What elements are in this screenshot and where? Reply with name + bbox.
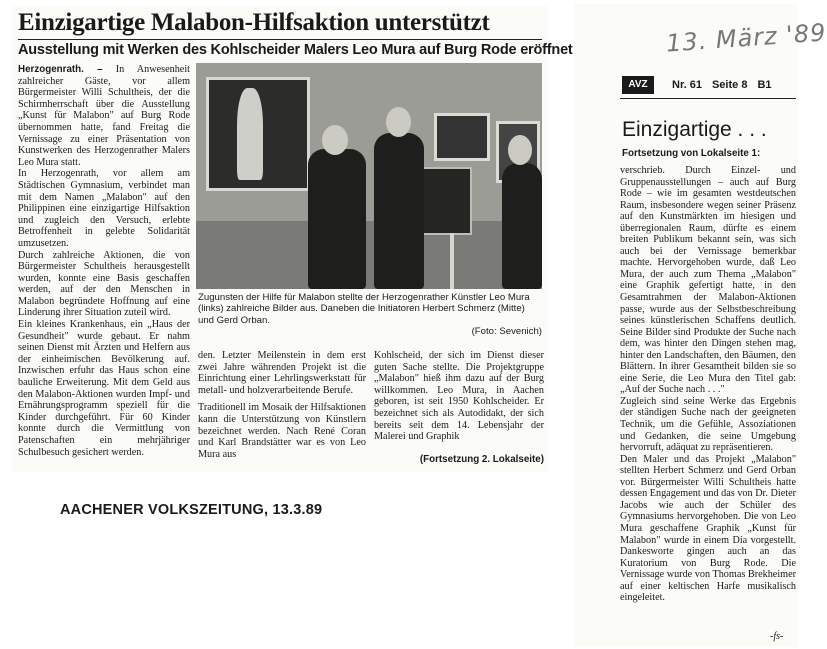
- paragraph: Durch zahlreiche Aktionen, die von Bürgermeister Schultheis herausgestellt wurden, konnte eine Basis geschaffen werden, auf der den Menschen in Malabon begründete Hoffnung auf eine Linderung ihrer Situation zuteil wird.: [18, 249, 190, 319]
- paragraph: Ein kleines Krankenhaus, ein „Haus der Gesundheit" wurde gebaut. Er nahm seinen Dienst mit Ärzten und Helfern aus der einheimischen Bevölkerung auf. Inzwischen erfuhr das Haus schon eine bauliche Erweiterung. Mit dem Geld aus den Malabon-Aktionen wurden Impf- und Ernährungsprogramm speziell für die Kinder durchgeführt. Für 60 Kinder konnte durch die Vermittlung von Patenschaften ein mehrjähriger Schulbesuch gesichert werden.: [18, 319, 190, 458]
- headline: Einzigartige Malabon-Hilfsaktion unterstützt: [18, 9, 490, 36]
- issue-number: Nr. 61: [672, 79, 702, 91]
- paragraph: verschrieb. Durch Einzel- und Gruppenausstellungen – auch auf Burg Rode – wie im gesamten westdeutschen Raum, insbesondere wegen seiner Präsenz auf den Kunstmärkten im hiesigen und überregionalen Raum, dürfte es einem breiten Publikum bekannt sein, was sich auch bei der Vernissage bemerkbar machte. Hervorgehoben wurde, daß Leo Mura, der auch zum Thema „Malabon" eine Graphik gefertigt hatte, in den Gesamtrahmen der Malabon-Aktionen passe, wurde aus der Selbstbeschreibung seines künstlerischen Schaffens deutlich. Seine Bilder sind Produkte der Suche nach dem, was hinter den Dingen stehen mag, hinter den Landschaften, den Bäumen, den Blättern. In ihrer Gesamtheit bilden sie so eine Serie, die Leo Mura den Titel gab: „Auf der Suche nach . . .": [620, 165, 796, 396]
- paragraph: Traditionell im Mosaik der Hilfsaktionen kann die Unterstützung von Künstlern bezeichnet werden. Nach René Coran und Karl Brandstätter war es von Leo Mura aus: [198, 402, 366, 460]
- newspaper-logo: AVZ: [622, 76, 654, 94]
- caption-text: Zugunsten der Hilfe für Malabon stellte der Herzogenrather Künstler Leo Mura (links) zahlreiche Bilder aus. Daneben die Initiatoren Herbert Schmerz (Mitte) und Gerd Orban.: [198, 292, 530, 326]
- continuation-clipping: [574, 4, 827, 647]
- continuation-note: (Fortsetzung 2. Lokalseite): [419, 454, 544, 465]
- handwritten-date: 13. März '89: [665, 18, 827, 58]
- paragraph: In Anwesenheit zahlreicher Gäste, vor allem Bürgermeister Willi Schultheis, der die Schirmherrschaft über die Ausstellung „Kunst für Malabon" auf Burg Rode übernommen hatte, fand Freitag die Vernissage zu einer Präsentation von Kunstwerken des Herzogenrather Malers Leo Mura statt.: [18, 64, 190, 168]
- article-column-2: [198, 350, 366, 460]
- source-label: AACHENER VOLKSZEITUNG, 13.3.89: [60, 502, 323, 518]
- continuation-subtitle: Fortsetzung von Lokalseite 1:: [622, 148, 761, 159]
- person-middle: [374, 133, 424, 289]
- person-left: [308, 149, 366, 289]
- photo-caption: [198, 292, 542, 338]
- header-rule: [620, 98, 796, 99]
- continuation-title: Einzigartige . . .: [622, 118, 767, 141]
- person-middle-head: [386, 107, 411, 137]
- person-right: [502, 163, 542, 289]
- headline-rule: [18, 39, 542, 40]
- painting-tree: [206, 77, 310, 191]
- painting-small: [434, 113, 490, 161]
- page-label: Seite 8: [711, 79, 748, 91]
- person-left-head: [322, 125, 348, 155]
- paragraph: Zugleich sind seine Werke das Ergebnis der ständigen Suche nach der geeigneten Technik, um die Gefühle, Assoziationen und Gedanken, die seine Umgebung hervorruft, adäquat zu repräsentieren.: [620, 395, 796, 454]
- subheadline: Ausstellung mit Werken des Kohlscheider Malers Leo Mura auf Burg Rode eröffnet: [18, 42, 573, 58]
- paragraph: Kohlscheid, der sich im Dienst dieser guten Sache stellte. Die Projektgruppe „Malabon" hieß ihm dazu auf der Burg willkommen. Leo Mura, in Aachen geboren, ist seit 1950 Kohlscheider. Er bezeichnet sich als Autodidakt, der sich bereits seit dem 14. Lebensjahr der Malerei und Graphik: [374, 350, 544, 443]
- article-column-3: [374, 350, 544, 443]
- photo-credit: (Foto: Sevenich): [471, 326, 542, 338]
- dateline: Herzogenrath. –: [18, 64, 103, 75]
- paragraph: den. Letzter Meilenstein in dem erst zwei Jahre währenden Projekt ist die Einrichtung einer Lehrlingswerkstatt für metall- und holzverarbeitende Berufe.: [198, 350, 366, 396]
- continuation-column: [620, 165, 796, 604]
- paragraph: Den Maler und das Projekt „Malabon" stellten Herbert Schmerz und Gerd Orban vor. Bürgermeister Willi Schultheis hatte dessen Engagement und das von Dr. Dieter Jacobs wie auch der Schüler des Gymnasiums hervorgehoben. Die von Leo Mura geschaffene Graphik „Kunst für Malabon" wurde in einem Dia vorgestellt. Dankesworte gingen auch an das Kuratorium von Burg Rode. Die Vernissage wurde von Thomas Brekheimer auf einer keltischen Harfe musikalisch eingeleitet.: [620, 453, 796, 604]
- author-signature: -fs-: [770, 631, 784, 642]
- person-right-head: [508, 135, 532, 165]
- issue-info: [672, 79, 782, 91]
- section-code: B1: [757, 79, 772, 91]
- paragraph: In Herzogenrath, vor allem am Städtischen Gymnasium, verbindet man mit dem Namen „Malabon" auf den Philippinen eine einzigartige Hilfsaktion und zugleich den Versuch, erlebte Betroffenheit in gelebte Solidarität umzusetzen.: [18, 168, 190, 249]
- main-article-clipping: [12, 6, 573, 472]
- article-column-1: [18, 64, 190, 458]
- exhibition-photo: [196, 63, 542, 289]
